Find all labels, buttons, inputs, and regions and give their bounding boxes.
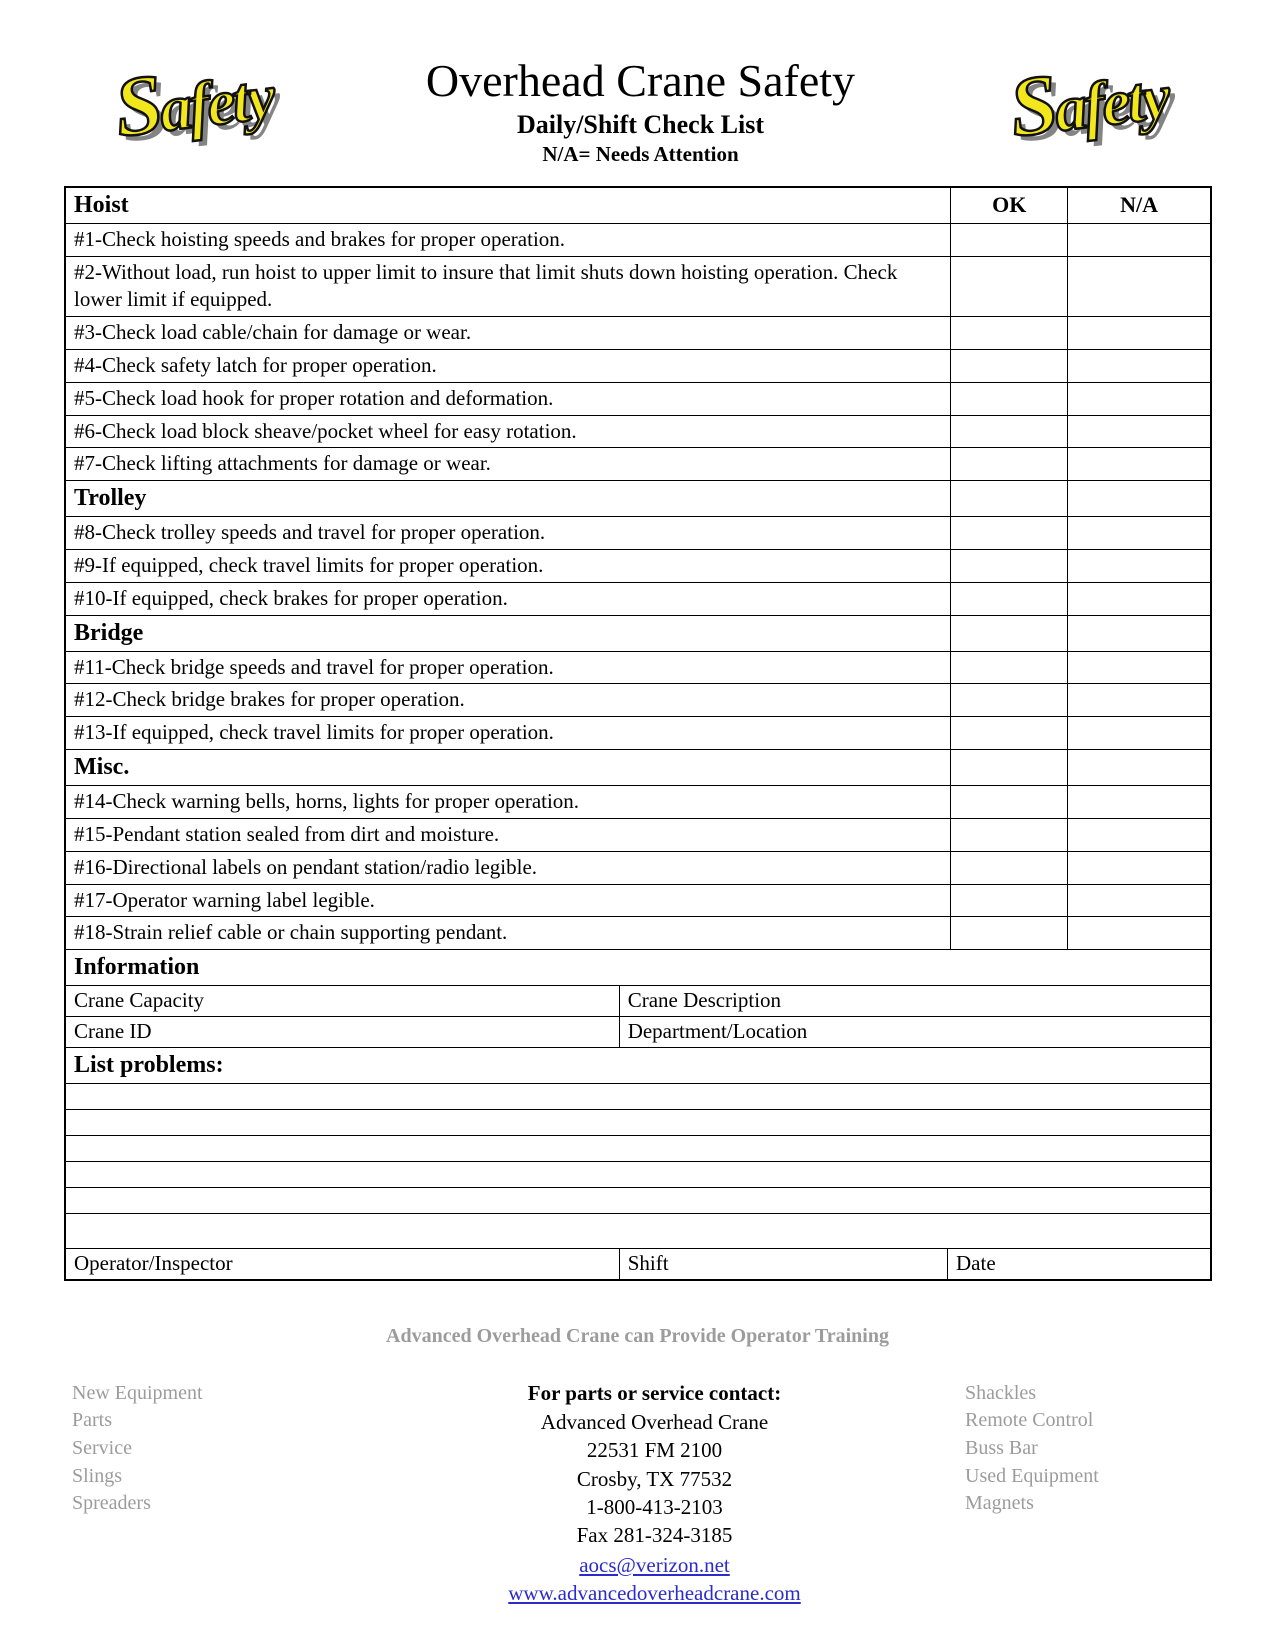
services-list xyxy=(72,1380,344,1607)
footer-columns xyxy=(72,1380,1215,1607)
check-item-text: #18-Strain relief cable or chain supporting pendant. xyxy=(66,917,951,949)
problem-blank-row xyxy=(66,1083,1210,1109)
problems-title: List problems: xyxy=(74,1052,224,1079)
check-item-row xyxy=(66,716,1210,749)
na-checkbox-cell[interactable] xyxy=(1068,257,1210,316)
na-checkbox-cell[interactable] xyxy=(1068,885,1210,917)
ok-checkbox-cell[interactable] xyxy=(951,517,1068,549)
na-column-header xyxy=(1068,616,1210,651)
section-header-row xyxy=(66,615,1210,651)
section-header-row xyxy=(66,188,1210,223)
check-item-text: #8-Check trolley speeds and travel for proper operation. xyxy=(66,517,951,549)
info-field-right[interactable]: Crane Description xyxy=(627,988,782,1013)
training-note: Advanced Overhead Crane can Provide Operator Training xyxy=(386,1324,889,1347)
email-link[interactable]: aocs@verizon.net xyxy=(579,1552,730,1577)
na-column-header xyxy=(1068,750,1210,785)
service-list-item: Spreaders xyxy=(72,1492,151,1515)
info-field-left[interactable]: Crane ID xyxy=(66,1017,620,1047)
contact-line: Advanced Overhead Crane xyxy=(540,1410,769,1435)
na-checkbox-cell[interactable] xyxy=(1068,416,1210,448)
na-checkbox-cell[interactable] xyxy=(1068,224,1210,256)
ok-checkbox-cell[interactable] xyxy=(951,416,1068,448)
contact-block xyxy=(344,1380,965,1607)
check-item-row xyxy=(66,415,1210,448)
ok-checkbox-cell[interactable] xyxy=(951,717,1068,749)
information-row xyxy=(66,1016,1210,1047)
problem-blank-row xyxy=(66,1109,1210,1135)
ok-checkbox-cell[interactable] xyxy=(951,885,1068,917)
title-block xyxy=(338,52,943,166)
check-item-row xyxy=(66,223,1210,256)
problem-blank-row xyxy=(66,1213,1210,1248)
section-title: Misc. xyxy=(66,750,951,785)
check-item-text: #5-Check load hook for proper rotation and deformation. xyxy=(66,383,951,415)
na-column-header: N/A xyxy=(1120,192,1159,218)
service-list-item: Parts xyxy=(72,1409,112,1432)
check-item-text: #14-Check warning bells, horns, lights for proper operation. xyxy=(66,786,951,818)
website-link[interactable]: www.advancedoverheadcrane.com xyxy=(508,1580,801,1605)
check-item-text: #15-Pendant station sealed from dirt and moisture. xyxy=(66,819,951,851)
safety-logo-right xyxy=(943,52,1233,156)
shift-cell[interactable]: Shift xyxy=(620,1249,948,1279)
safety-logo-text: Safety xyxy=(109,57,276,156)
ok-column-header xyxy=(951,616,1068,651)
date-cell[interactable]: Date xyxy=(956,1250,996,1275)
ok-checkbox-cell[interactable] xyxy=(951,917,1068,949)
check-item-text: #13-If equipped, check travel limits for proper operation. xyxy=(66,717,951,749)
ok-column-header xyxy=(951,481,1068,516)
problem-entry-line[interactable] xyxy=(66,1084,1210,1109)
na-checkbox-cell[interactable] xyxy=(1068,684,1210,716)
check-item-text: #7-Check lifting attachments for damage or wear. xyxy=(66,448,951,480)
problem-blank-row xyxy=(66,1135,1210,1161)
na-checkbox-cell[interactable] xyxy=(1068,583,1210,615)
problem-entry-line[interactable] xyxy=(66,1136,1210,1161)
na-checkbox-cell[interactable] xyxy=(1068,350,1210,382)
ok-checkbox-cell[interactable] xyxy=(951,383,1068,415)
na-column-header xyxy=(1068,481,1210,516)
check-item-row xyxy=(66,818,1210,851)
check-item-row xyxy=(66,884,1210,917)
na-checkbox-cell[interactable] xyxy=(1068,550,1210,582)
products-list xyxy=(965,1380,1215,1607)
product-list-item: Remote Control xyxy=(965,1409,1094,1432)
na-checkbox-cell[interactable] xyxy=(1068,317,1210,349)
document-header xyxy=(0,0,1275,172)
na-checkbox-cell[interactable] xyxy=(1068,917,1210,949)
section-title: Bridge xyxy=(66,616,951,651)
ok-checkbox-cell[interactable] xyxy=(951,819,1068,851)
service-list-item: Slings xyxy=(72,1464,123,1487)
na-checkbox-cell[interactable] xyxy=(1068,517,1210,549)
contact-heading: For parts or service contact: xyxy=(527,1380,782,1405)
section-header-row xyxy=(66,480,1210,516)
check-item-row xyxy=(66,683,1210,716)
safety-logo-left xyxy=(48,52,338,156)
contact-line: 22531 FM 2100 xyxy=(586,1438,723,1463)
product-list-item: Used Equipment xyxy=(965,1464,1099,1487)
operator-inspector-cell[interactable]: Operator/Inspector xyxy=(66,1249,620,1279)
check-item-row xyxy=(66,316,1210,349)
check-item-text: #6-Check load block sheave/pocket wheel for easy rotation. xyxy=(66,416,951,448)
problem-entry-line[interactable] xyxy=(66,1214,1210,1248)
problem-blank-row xyxy=(66,1161,1210,1187)
check-item-row xyxy=(66,349,1210,382)
check-item-text: #10-If equipped, check brakes for proper operation. xyxy=(66,583,951,615)
check-item-row xyxy=(66,651,1210,684)
check-item-text: #17-Operator warning label legible. xyxy=(66,885,951,917)
problem-blank-row xyxy=(66,1187,1210,1213)
contact-line: Crosby, TX 77532 xyxy=(576,1466,733,1491)
problem-entry-line[interactable] xyxy=(66,1188,1210,1213)
section-header-row xyxy=(66,749,1210,785)
ok-column-header xyxy=(951,750,1068,785)
check-item-text: #3-Check load cable/chain for damage or wear. xyxy=(66,317,951,349)
check-item-text: #12-Check bridge brakes for proper operation. xyxy=(66,684,951,716)
service-list-item: Service xyxy=(72,1437,132,1460)
check-item-row xyxy=(66,582,1210,615)
ok-checkbox-cell[interactable] xyxy=(951,550,1068,582)
ok-column-header: OK xyxy=(951,188,1068,223)
product-list-item: Shackles xyxy=(965,1381,1037,1404)
ok-checkbox-cell[interactable] xyxy=(951,684,1068,716)
na-checkbox-cell[interactable] xyxy=(1068,383,1210,415)
check-item-row xyxy=(66,382,1210,415)
check-item-row xyxy=(66,447,1210,480)
product-list-item: Buss Bar xyxy=(965,1437,1038,1460)
contact-line: 1-800-413-2103 xyxy=(586,1495,723,1520)
check-item-text: #9-If equipped, check travel limits for proper operation. xyxy=(66,550,951,582)
info-field-right[interactable]: Department/Location xyxy=(627,1019,808,1044)
na-checkbox-cell[interactable] xyxy=(1068,448,1210,480)
page-subtitle: Daily/Shift Check List xyxy=(516,109,765,139)
na-checkbox-cell[interactable] xyxy=(1068,819,1210,851)
na-checkbox-cell[interactable] xyxy=(1068,852,1210,884)
ok-checkbox-cell[interactable] xyxy=(951,257,1068,316)
ok-checkbox-cell[interactable] xyxy=(951,652,1068,684)
check-item-row xyxy=(66,916,1210,949)
check-item-row xyxy=(66,256,1210,316)
service-list-item: New Equipment xyxy=(72,1381,203,1404)
check-item-text: #2-Without load, run hoist to upper limit to insure that limit shuts down hoisting operation. Check lower limit if equipped. xyxy=(66,257,951,316)
information-row xyxy=(66,985,1210,1016)
ok-checkbox-cell[interactable] xyxy=(951,786,1068,818)
check-item-text: #16-Directional labels on pendant station/radio legible. xyxy=(66,852,951,884)
contact-line: Fax 281-324-3185 xyxy=(576,1523,733,1548)
na-checkbox-cell[interactable] xyxy=(1068,717,1210,749)
ok-checkbox-cell[interactable] xyxy=(951,317,1068,349)
page-title: Overhead Crane Safety xyxy=(425,55,856,106)
contact-lines xyxy=(344,1409,965,1549)
safety-logo-text: Safety xyxy=(1004,57,1171,156)
ok-checkbox-cell[interactable] xyxy=(951,350,1068,382)
signature-row xyxy=(66,1248,1210,1279)
na-checkbox-cell[interactable] xyxy=(1068,786,1210,818)
na-legend-note: N/A= Needs Attention xyxy=(542,142,739,167)
ok-checkbox-cell[interactable] xyxy=(951,224,1068,256)
problem-entry-line[interactable] xyxy=(66,1110,1210,1135)
product-list-item: Magnets xyxy=(965,1492,1034,1515)
information-title: Information xyxy=(74,954,200,981)
check-item-row xyxy=(66,549,1210,582)
check-item-text: #11-Check bridge speeds and travel for proper operation. xyxy=(66,652,951,684)
ok-checkbox-cell[interactable] xyxy=(951,448,1068,480)
check-item-row xyxy=(66,851,1210,884)
check-item-row xyxy=(66,785,1210,818)
info-field-left[interactable]: Crane Capacity xyxy=(66,986,620,1016)
check-item-text: #1-Check hoisting speeds and brakes for proper operation. xyxy=(66,224,951,256)
information-header-row xyxy=(66,949,1210,985)
section-title: Trolley xyxy=(66,481,951,516)
check-item-text: #4-Check safety latch for proper operation. xyxy=(66,350,951,382)
ok-checkbox-cell[interactable] xyxy=(951,583,1068,615)
na-checkbox-cell[interactable] xyxy=(1068,652,1210,684)
ok-checkbox-cell[interactable] xyxy=(951,852,1068,884)
checklist-table xyxy=(64,186,1212,1281)
check-item-row xyxy=(66,516,1210,549)
problems-header-row xyxy=(66,1047,1210,1083)
section-title: Hoist xyxy=(66,188,951,223)
problem-entry-line[interactable] xyxy=(66,1162,1210,1187)
